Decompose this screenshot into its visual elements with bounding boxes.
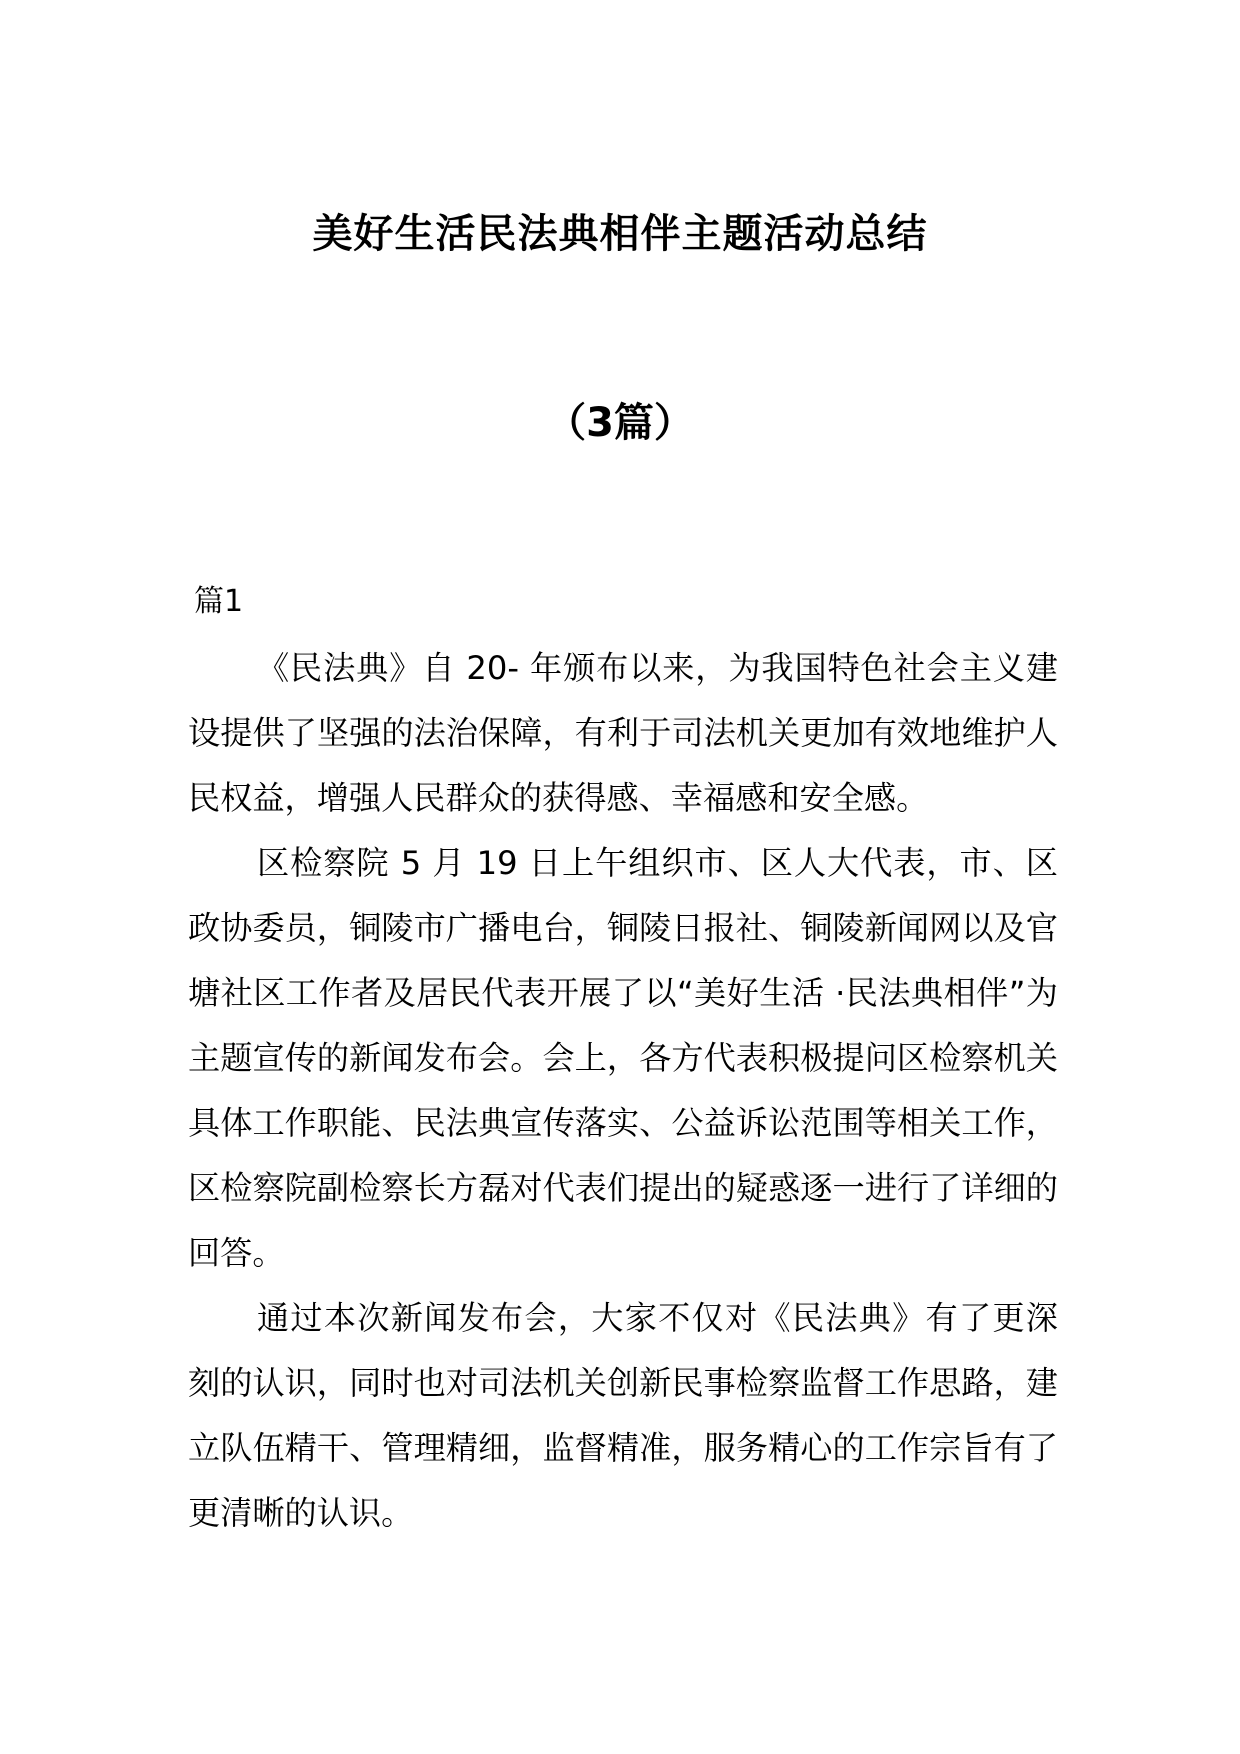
document-body bbox=[188, 580, 1058, 1546]
document-title: 美好生活民法典相伴主题活动总结 bbox=[312, 211, 928, 257]
paragraph-2: 区检察院 5 月 19 日上午组织市、区人大代表，市、区政协委员，铜陵市广播电台，铜陵日报社、铜陵新闻网以及官塘社区工作者及居民代表开展了以“美好生活 ·民法典相伴”为主题宣传的新闻发布会。会上，各方代表积极提问区检察机关具体工作职能、民法典宣传落实、公益诉讼范围等相关工作，区检察院副检察长方磊对代表们提出的疑惑逐一进行了详细的回答。 bbox=[188, 844, 1058, 1272]
paragraph-3: 通过本次新闻发布会，大家不仅对《民法典》有了更深刻的认识，同时也对司法机关创新民事检察监督工作思路，建立队伍精干、管理精细，监督精准，服务精心的工作宗旨有了更清晰的认识。 bbox=[188, 1299, 1058, 1532]
section-label: 篇1 bbox=[194, 584, 244, 619]
document-subtitle: （3篇） bbox=[546, 400, 694, 446]
paragraph-1: 《民法典》自 20- 年颁布以来，为我国特色社会主义建设提供了坚强的法治保障，有利于司法机关更加有效地维护人民权益，增强人民群众的获得感、幸福感和安全感。 bbox=[188, 649, 1058, 817]
